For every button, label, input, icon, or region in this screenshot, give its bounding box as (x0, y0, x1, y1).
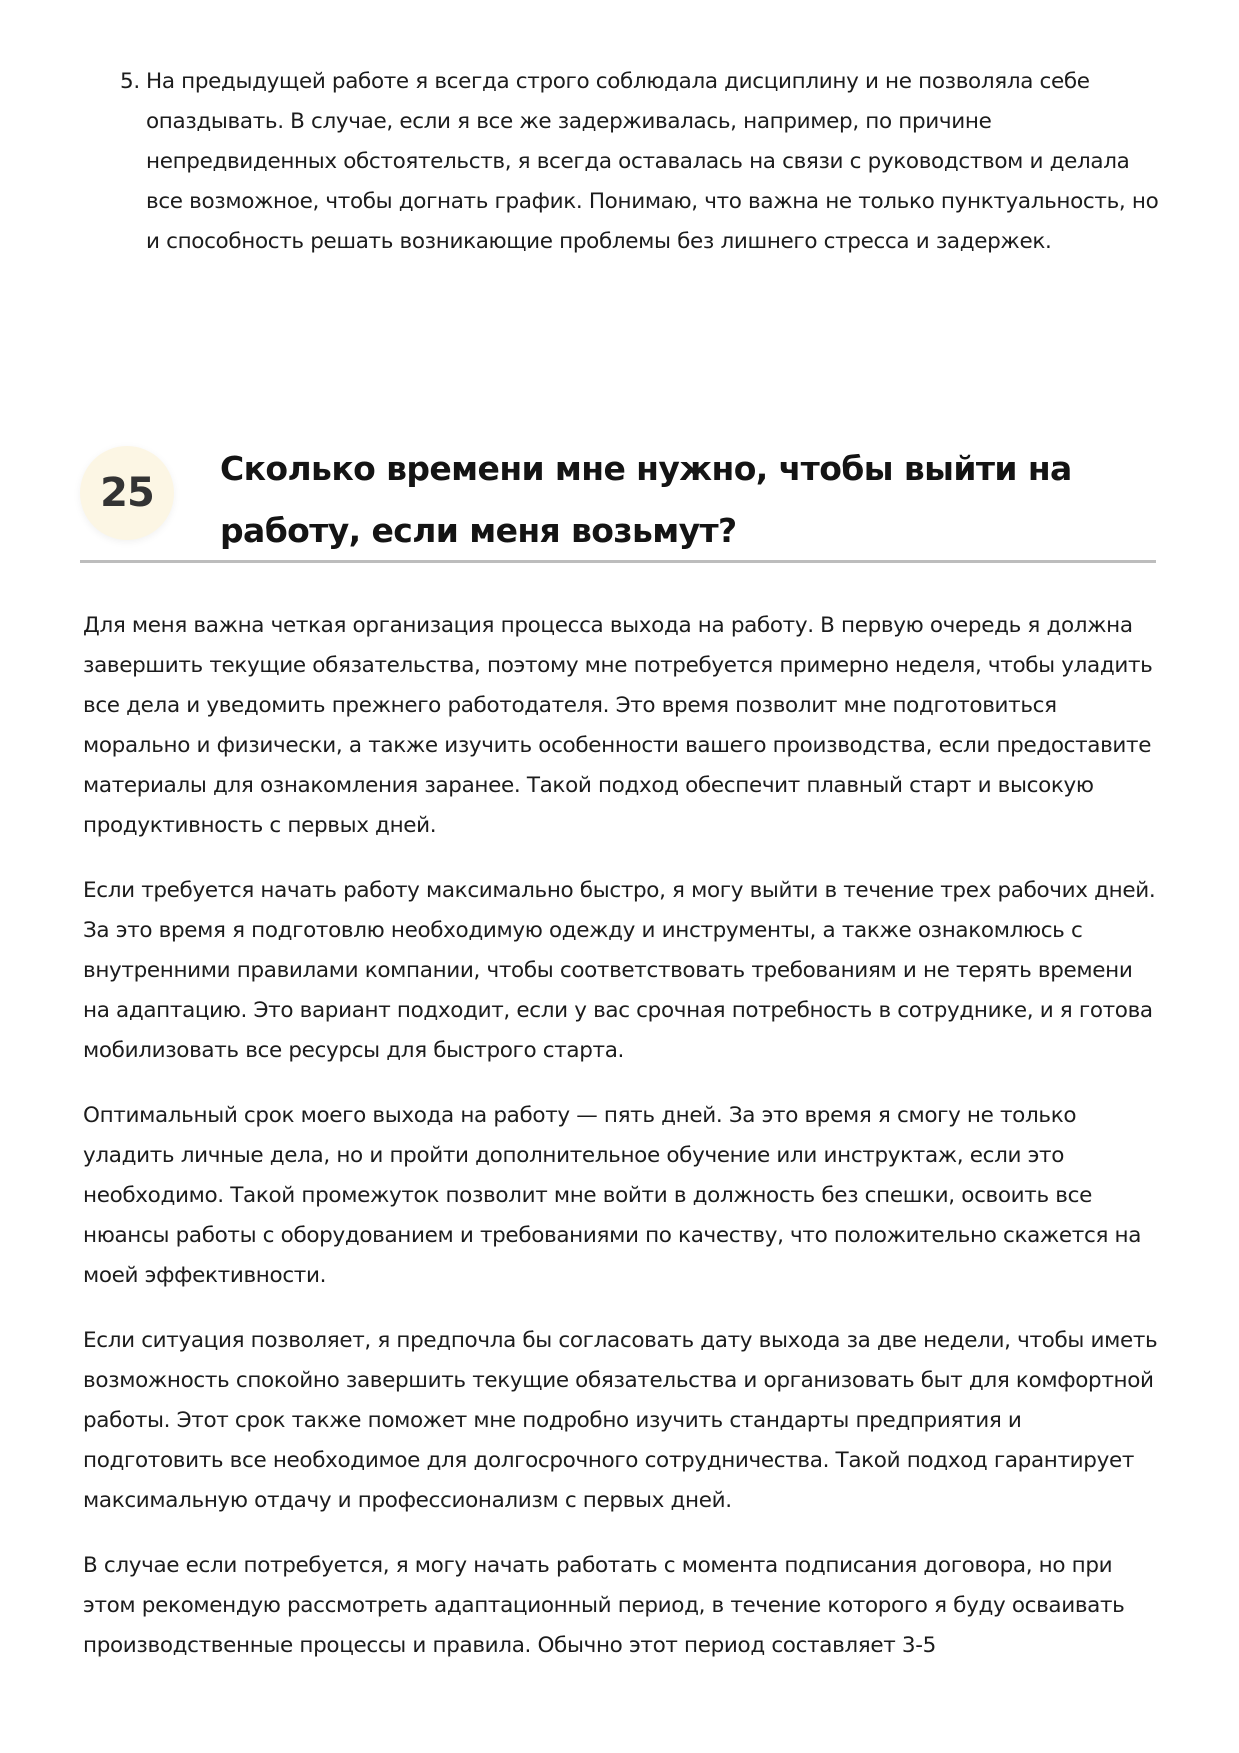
question-header (80, 438, 1156, 564)
answer-paragraph: Если ситуация позволяет, я предпочла бы согласовать дату выхода за две недели, чтобы иметь возможность спокойно завершить текущие обязательства и организовать быт для комфортной работы. Этот срок также поможет мне подробно изучить стандарты предприятия и подготовить все необходимое для долгосрочного сотрудничества. Такой подход гарантирует максимальную отдачу и профессионализм с первых дней. (83, 1328, 1158, 1513)
answer-paragraph: Если требуется начать работу максимально быстро, я могу выйти в течение трех рабочих дней. За это время я подготовлю необходимую одежду и инструменты, а также ознакомлюсь с внутренними правилами компании, чтобы соответствовать требованиям и не терять времени на адаптацию. Это вариант подходит, если у вас срочная потребность в сотруднике, и я готова мобилизовать все ресурсы для быстрого старта. (83, 878, 1156, 1063)
answer-paragraph: В случае если потребуется, я могу начать работать с момента подписания договора, но при этом рекомендую рассмотреть адаптационный период, в течение которого я буду осваивать производственные процессы и правила. Обычно этот период составляет 3-5 (83, 1553, 1125, 1658)
answer-body (83, 606, 1163, 1691)
list-item-text: На предыдущей работе я всегда строго соблюдала дисциплину и не позволяла себе опаздывать. В случае, если я все же задерживалась, например, по причине непредвиденных обстоятельств, я всегда оставалась на связи с руководством и делала все возможное, чтобы догнать график. Понимаю, что важна не только пунктуальность, но и способность решать возникающие проблемы без лишнего стресса и задержек. (146, 69, 1159, 254)
header-divider (80, 560, 1156, 563)
answer-paragraph: Для меня важна четкая организация процесса выхода на работу. В первую очередь я должна завершить текущие обязательства, поэтому мне потребуется примерно неделя, чтобы уладить все дела и уведомить прежнего работодателя. Это время позволит мне подготовиться морально и физически, а также изучить особенности вашего производства, если предоставите материалы для ознакомления заранее. Такой подход обеспечит плавный старт и высокую продуктивность с первых дней. (83, 613, 1153, 838)
previous-answer-list (120, 62, 1170, 262)
question-title: Сколько времени мне нужно, чтобы выйти на работу, если меня возьмут? (220, 449, 1072, 550)
question-number-badge: 25 (80, 446, 174, 540)
list-item-number: 5. (120, 69, 140, 94)
answer-paragraph: Оптимальный срок моего выхода на работу — пять дней. За это время я смогу не только уладить личные дела, но и пройти дополнительное обучение или инструктаж, если это необходимо. Такой промежуток позволит мне войти в должность без спешки, освоить все нюансы работы с оборудованием и требованиями по качеству, что положительно скажется на моей эффективности. (83, 1103, 1142, 1288)
list-item (120, 62, 1170, 262)
